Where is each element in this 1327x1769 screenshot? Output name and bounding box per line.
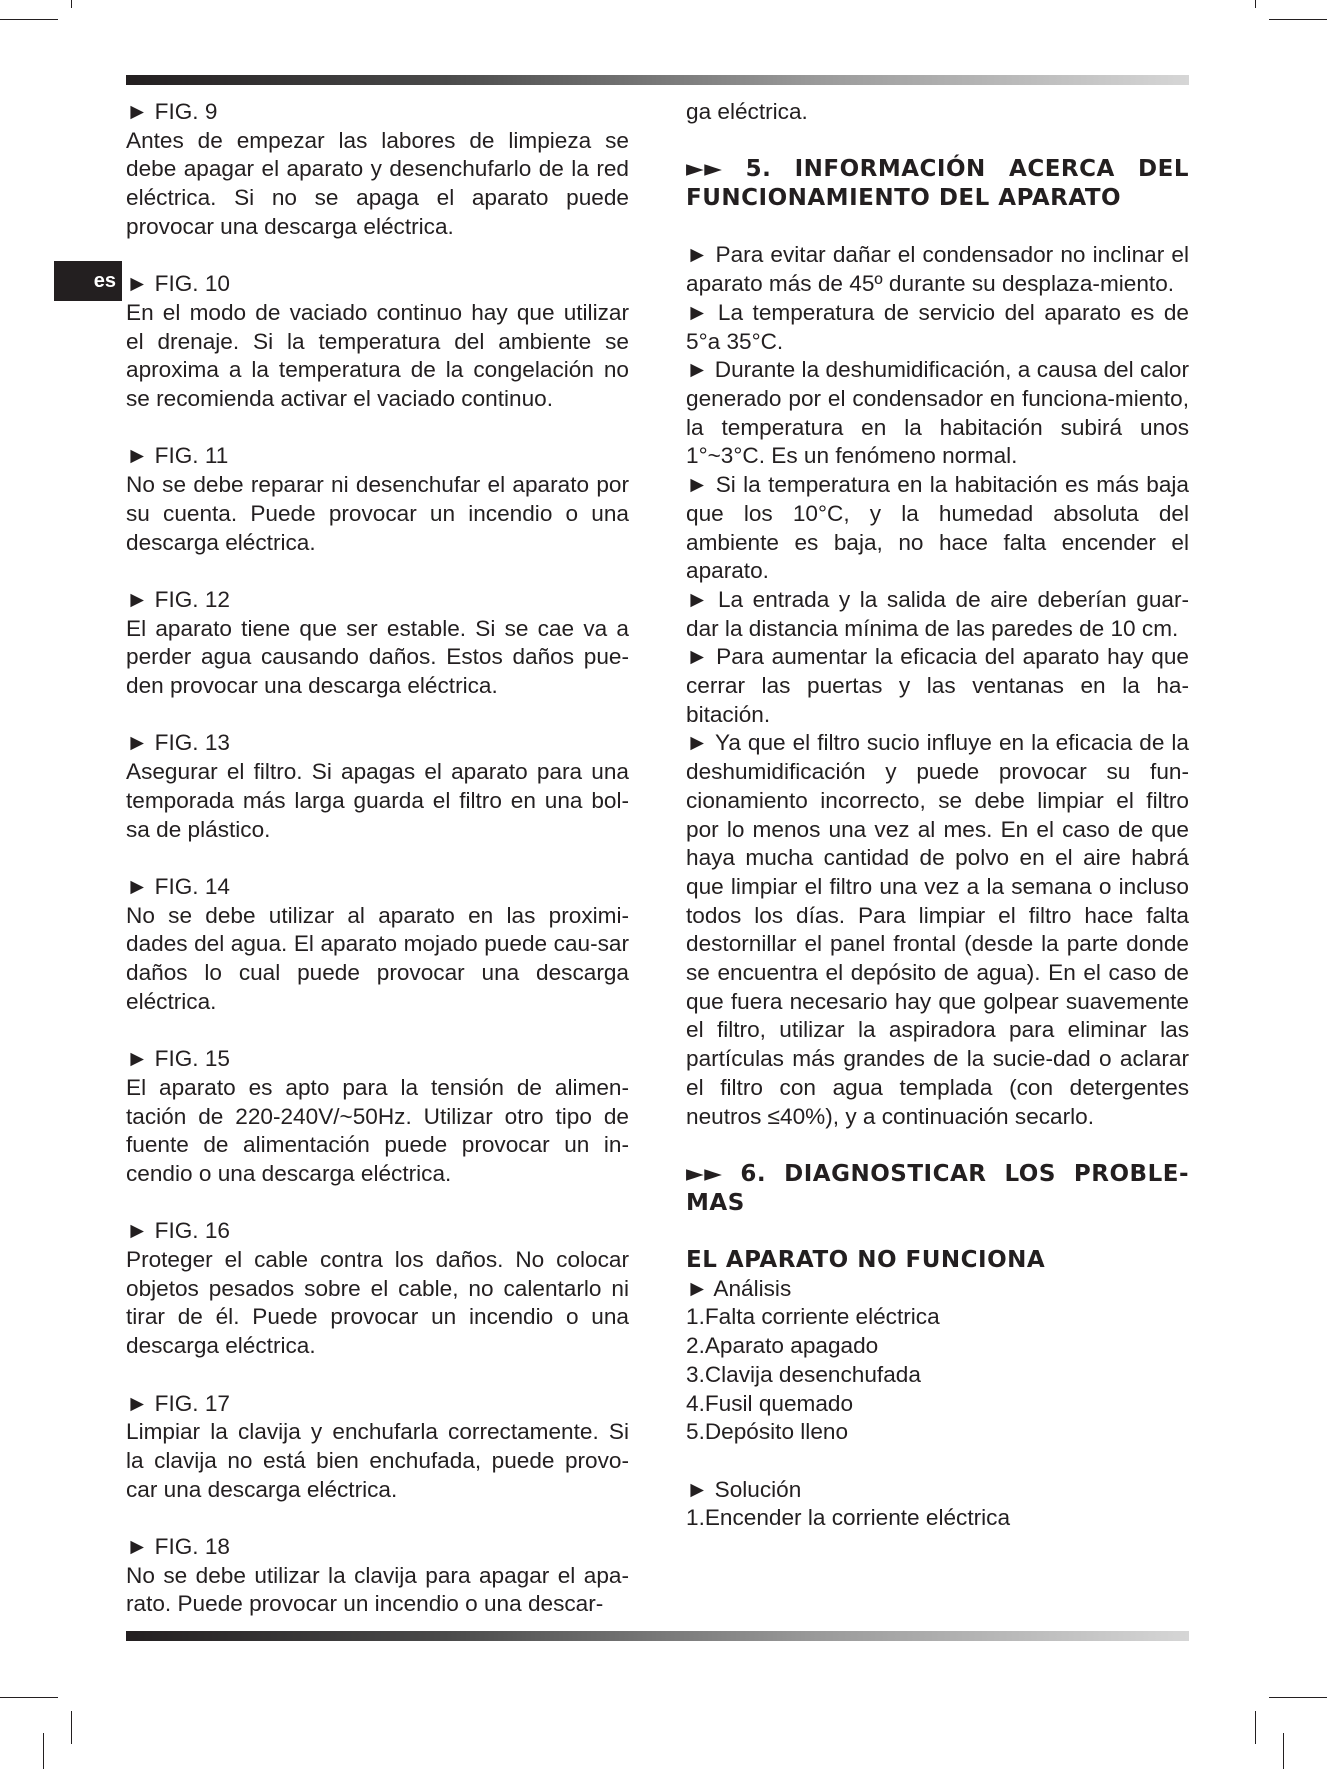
analysis-label: ► Análisis — [686, 1275, 792, 1301]
crop-mark — [71, 1711, 72, 1744]
fig-text: Asegurar el filtro. Si apagas el aparato para una temporada más larga guarda el filtro en una bol-sa de plástico. — [126, 759, 629, 842]
section-5-item: ► Para aumentar la eficacia del aparato hay que cerrar las puertas y las ventanas en la ha-bitación. — [686, 644, 1189, 727]
crop-mark — [71, 0, 72, 8]
section-5-item: ► La temperatura de servicio del aparato es de 5°a 35°C. — [686, 299, 1189, 354]
fig-text: Antes de empezar las labores de limpieza se debe apagar el aparato y desenchufarlo de la red eléctrica. Si no se apaga el aparato puede provocar una descarga eléctrica. — [126, 127, 629, 239]
fig-label: ► FIG. 12 — [126, 586, 230, 612]
section-5-heading: ►► 5. INFORMACIÓN ACERCA DEL FUNCIONAMIENTO DEL APARATO — [686, 156, 1189, 212]
language-tab: es — [54, 261, 122, 301]
analysis-item: 5.Depósito lleno — [686, 1419, 849, 1445]
fig-label: ► FIG. 18 — [126, 1534, 230, 1560]
section-5-item: ► La entrada y la salida de aire deberían guar-dar la distancia mínima de las paredes de 10 cm. — [686, 586, 1189, 641]
crop-mark — [1255, 1711, 1256, 1744]
crop-mark — [1283, 1733, 1284, 1769]
section-5-item: ► Durante la deshumidificación, a causa del calor generado por el condensador en funciona-miento, la temperatura en la habitación subirá unos 1°~3°C. Es un fenómeno normal. — [686, 357, 1189, 469]
fig-text: No se debe reparar ni desenchufar el aparato por su cuenta. Puede provocar un incendio o una descarga eléctrica. — [126, 472, 629, 555]
right-column — [686, 98, 1189, 1533]
crop-mark — [1269, 1697, 1327, 1698]
fig-label: ► FIG. 13 — [126, 730, 230, 756]
fig-label: ► FIG. 10 — [126, 271, 230, 297]
fig-text: Proteger el cable contra los daños. No colocar objetos pesados sobre el cable, no calentarlo ni tirar de él. Puede provocar un incendio o una descarga eléctrica. — [126, 1247, 629, 1359]
fig-text: No se debe utilizar al aparato en las proximi-dades del agua. El aparato mojado puede cau-sar daños lo cual puede provocar una descarga eléctrica. — [126, 902, 629, 1014]
fig-label: ► FIG. 17 — [126, 1390, 230, 1416]
subheading: EL APARATO NO FUNCIONA — [686, 1247, 1046, 1274]
analysis-item: 4.Fusil quemado — [686, 1390, 854, 1416]
crop-mark — [0, 1697, 58, 1698]
crop-mark — [1255, 0, 1256, 8]
fig-label: ► FIG. 14 — [126, 873, 230, 899]
section-6-heading: ►► 6. DIAGNOSTICAR LOS PROBLE-MAS — [686, 1160, 1189, 1216]
crop-mark — [0, 19, 58, 20]
solution-item: 1.Encender la corriente eléctrica — [686, 1505, 1011, 1531]
fig-label: ► FIG. 16 — [126, 1218, 230, 1244]
analysis-item: 3.Clavija desenchufada — [686, 1361, 921, 1387]
fig-text: El aparato tiene que ser estable. Si se cae va a perder agua causando daños. Estos daños pue-den provocar una descarga eléctrica. — [126, 615, 629, 699]
analysis-item: 2.Aparato apagado — [686, 1333, 879, 1359]
analysis-item: 1.Falta corriente eléctrica — [686, 1304, 940, 1330]
continuation-text: ga eléctrica. — [686, 99, 808, 124]
section-5-item: ► Ya que el filtro sucio influye en la eficacia de la deshumidificación y puede provocar su fun-cionamiento incorrecto, se debe limpiar el filtro por lo menos una vez al mes. En el caso de que haya mucha cantidad de polvo en el aire habrá que limpiar el filtro una vez a la semana o incluso todos los días. Para limpiar el filtro hace falta destornillar el panel frontal (desde la parte donde se encuentra el depósito de agua). En el caso de que fuera necesario hay que golpear suavemente el filtro, utilizar la aspiradora para eliminar las partículas más grandes de la sucie-dad o aclarar el filtro con agua templada (con detergentes neutros ≤40%), y a continuación secarlo. — [686, 730, 1189, 1129]
section-5-item: ► Para evitar dañar el condensador no inclinar el aparato más de 45º durante su desplaza-miento. — [686, 242, 1189, 297]
left-column — [126, 98, 629, 1619]
fig-label: ► FIG. 15 — [126, 1046, 230, 1072]
fig-text: El aparato es apto para la tensión de alimen-tación de 220-240V/~50Hz. Utilizar otro tipo de fuente de alimentación puede provocar un in-cendio o una descarga eléctrica. — [126, 1074, 629, 1186]
fig-label: ► FIG. 9 — [126, 99, 218, 124]
fig-text: En el modo de vaciado continuo hay que utilizar el drenaje. Si la temperatura del ambiente se aproxima a la temperatura de la congelación no se recomienda activar el vaciado continuo. — [126, 299, 629, 412]
crop-mark — [43, 1733, 44, 1769]
section-5-item: ► Si la temperatura en la habitación es más baja que los 10°C, y la humedad absoluta del ambiente es baja, no hace falta encender el aparato. — [686, 472, 1189, 584]
fig-label: ► FIG. 11 — [126, 443, 229, 469]
solution-label: ► Solución — [686, 1476, 802, 1502]
bottom-rule — [126, 1631, 1189, 1641]
fig-text: No se debe utilizar la clavija para apagar el apa-rato. Puede provocar un incendio o una descar- — [126, 1562, 629, 1617]
crop-mark — [1269, 19, 1327, 20]
top-rule — [126, 75, 1189, 85]
fig-text: Limpiar la clavija y enchufarla correctamente. Si la clavija no está bien enchufada, puede provo-car una descarga eléctrica. — [126, 1419, 629, 1502]
